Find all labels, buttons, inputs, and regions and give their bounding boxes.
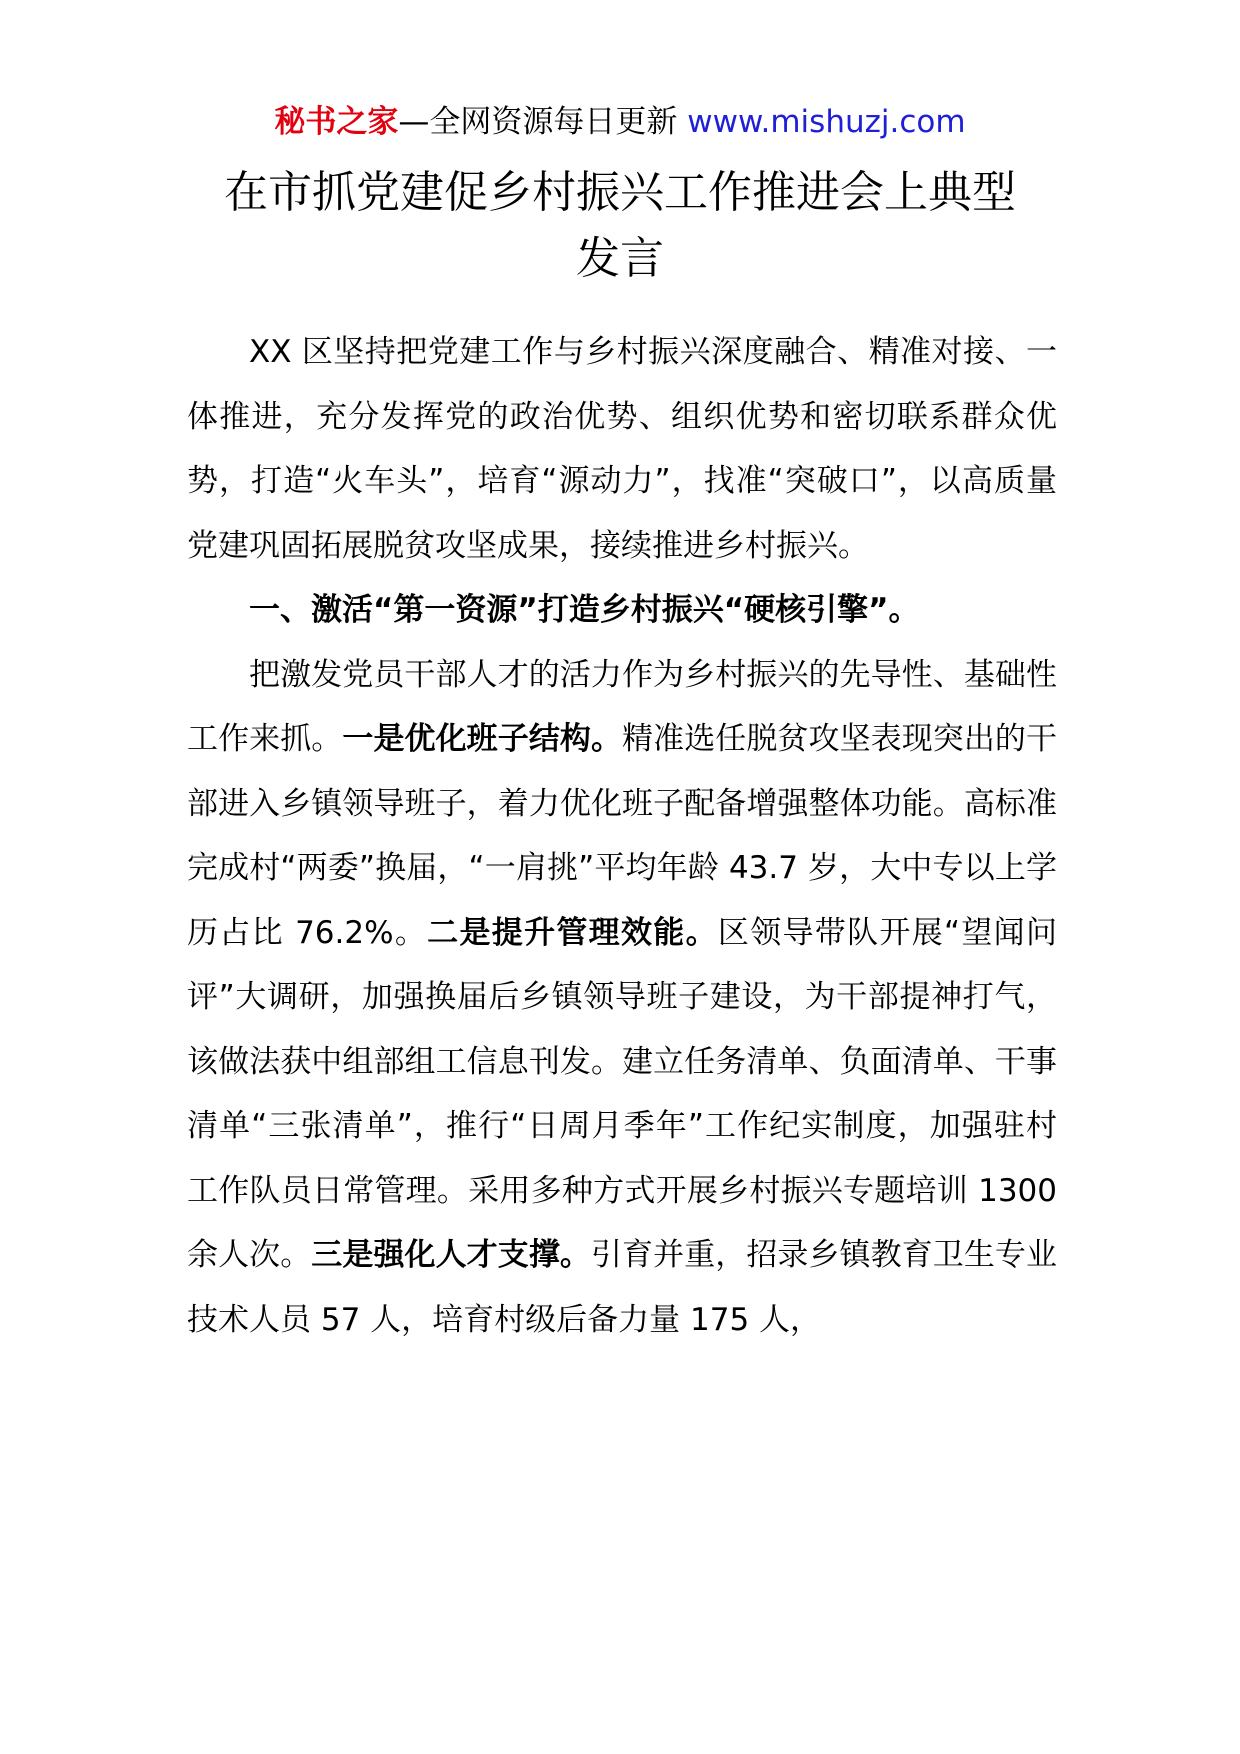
document-title (150, 160, 1090, 292)
document-title-line1: 在市抓党建促乡村振兴工作推进会上典型 (224, 167, 1016, 218)
point-2-text: 区领导带队开展“望闻问评”大调研，加强换届后乡镇领导班子建设，为干部提神打气，该做法获中组部组工信息刊发。建立任务清单、负面清单、干事清单“三张清单”，推行“日周月季年”工作纪实制度，加强驻村工作队员日常管理。采用多种方式开展乡村振兴专题培训 1300 余人次。 (187, 914, 1057, 1273)
section-1-paragraph (187, 643, 1057, 1353)
point-2-title: 二是提升管理效能。 (427, 914, 718, 951)
section-heading-1: 一、激活“第一资源”打造乡村振兴“硬核引擎”。 (249, 592, 920, 628)
intro-paragraph: XX 区坚持把党建工作与乡村振兴深度融合、精准对接、一体推进，充分发挥党的政治优势、组织优势和密切联系群众优势，打造“火车头”，培育“源动力”，找准“突破口”，以高质量党建巩固拓展脱贫攻坚成果，接续推进乡村振兴。 (187, 334, 1057, 564)
site-header (0, 100, 1240, 144)
point-1-title: 一是优化班子结构。 (342, 721, 623, 757)
point-1-text: 精准选任脱贫攻坚表现突出的干部进入乡镇领导班子，着力优化班子配备增强整体功能。高标准完成村“两委”换届，“一肩挑”平均年龄 43.7 岁，大中专以上学历占比 76.2%。 (187, 721, 1058, 951)
section-1-lead: 把激发党员干部人才的活力作为乡村振兴的先导性、基础性工作来抓。 (187, 656, 1057, 757)
document-title-line2: 发言 (576, 233, 664, 284)
document-body (187, 320, 1057, 1352)
site-slogan: —全网资源每日更新 (398, 104, 688, 140)
site-name: 秘书之家 (274, 104, 399, 140)
site-url-link[interactable]: www.mishuzj.com (687, 104, 966, 140)
point-3-text: 引育并重，招录乡镇教育卫生专业技术人员 57 人，培育村级后备力量 175 人， (187, 1237, 1058, 1338)
point-3-title: 三是强化人才支撑。 (311, 1237, 591, 1273)
